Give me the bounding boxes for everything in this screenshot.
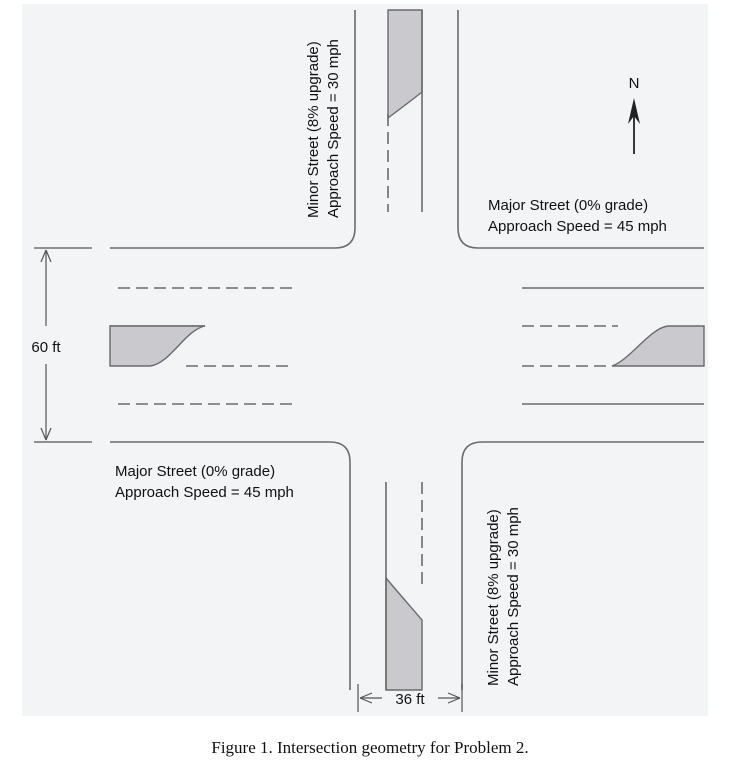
west-median-island	[110, 326, 205, 366]
minor-south-label-line2: Approach Speed = 30 mph	[505, 507, 522, 686]
south-median-island	[386, 578, 422, 690]
major-west-label-line2: Approach Speed = 45 mph	[115, 484, 294, 501]
minor-south-label-line1: Minor Street (8% upgrade)	[485, 509, 502, 686]
minor-north-label-line1: Minor Street (8% upgrade)	[305, 41, 322, 218]
major-east-label-line1: Major Street (0% grade)	[488, 197, 649, 214]
north-label: N	[628, 75, 640, 92]
minor-north-label-line2: Approach Speed = 30 mph	[325, 39, 342, 218]
east-median-island	[612, 326, 704, 366]
dim-36-label: 36 ft	[395, 691, 425, 708]
figure-caption: Figure 1. Intersection geometry for Problem 2.	[211, 738, 529, 757]
dim-60-label: 60 ft	[31, 339, 61, 356]
major-west-label-line1: Major Street (0% grade)	[115, 463, 276, 480]
north-median-island	[388, 10, 422, 118]
dimension-60ft	[31, 248, 92, 442]
north-arrow	[628, 75, 640, 154]
major-east-label-line2: Approach Speed = 45 mph	[488, 218, 667, 235]
